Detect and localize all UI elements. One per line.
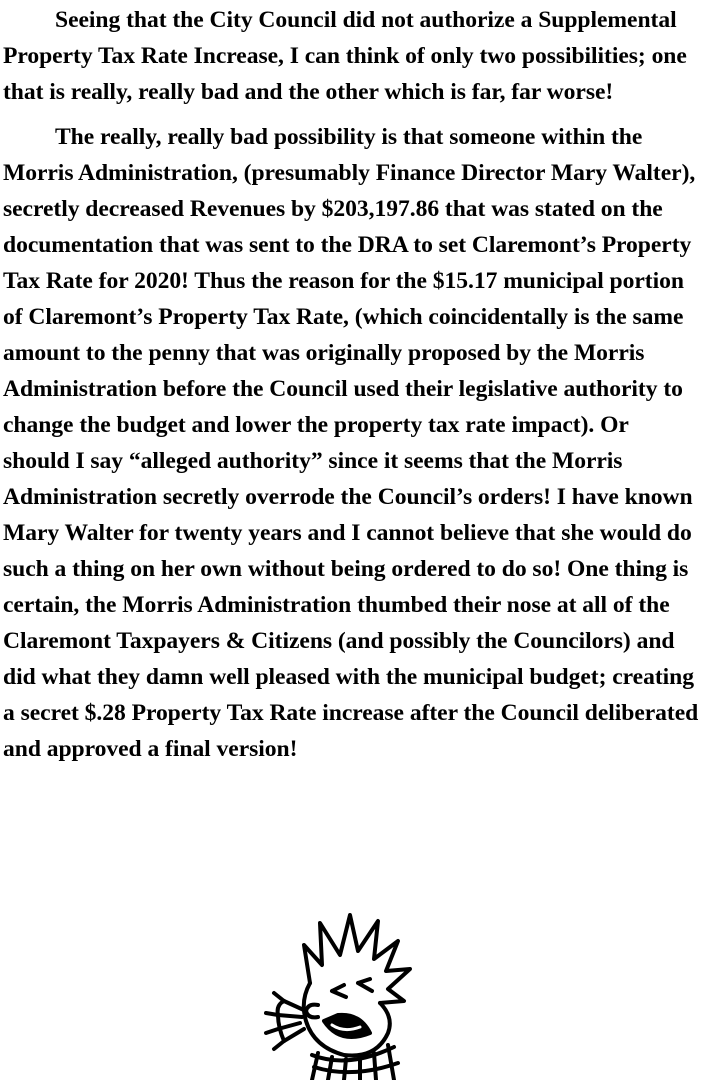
body-text: [3, 2, 699, 767]
paragraph-main: The really, really bad possibility is that someone within the Morris Administration, (presumably Finance Director Mary Walter), secretly decreased Revenues by $203,197.86 that was stated on the documentation that was sent to the DRA to set Claremont’s Property Tax Rate for 2020! Thus the reason for the $15.17 municipal portion of Claremont’s Property Tax Rate, (which coincidentally is the same amount to the penny that was originally proposed by the Morris Administration before the Council used their legislative authority to change the budget and lower the property tax rate impact). Or should I say “alleged authority” since it seems that the Morris Administration secretly overrode the Council’s orders! I have known Mary Walter for twenty years and I cannot believe that she would do such a thing on her own without being ordered to do so! One thing is certain, the Morris Administration thumbed their nose at all of the Claremont Taxpayers & Citizens (and possibly the Councilors) and did what they damn well pleased with the municipal budget; creating a secret $.28 Property Tax Rate increase after the Council deliberated and approved a final version!: [3, 124, 699, 762]
paragraph-intro: Seeing that the City Council did not authorize a Supplemental Property Tax Rate Increase, I can think of only two possibilities; one that is really, really bad and the other which is far, far worse!: [3, 7, 687, 105]
cartoon-boy-thumbing-nose-icon: [248, 905, 432, 1080]
